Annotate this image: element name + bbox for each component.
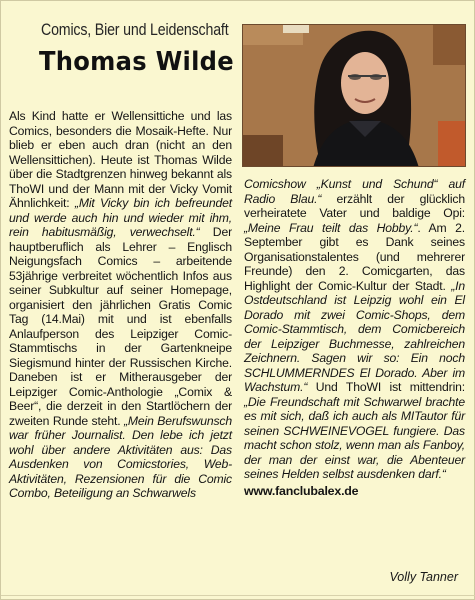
column-text-right bbox=[244, 177, 465, 482]
website-link[interactable]: www.fanclubalex.de bbox=[244, 483, 359, 498]
quote-run: „Mein Berufswunsch war früher Journalist. Den lebe ich jetzt wohl über andere Aktivitäten aus: Das Ausdenken von Comicstories, Web-Aktivitäten, Rezensionen für die Comic Combo, Beteiligung an Schwarwels bbox=[9, 413, 232, 500]
author-signature: Volly Tanner bbox=[389, 570, 458, 584]
text-run: Der hauptberuflich als Lehrer – Englisch Neigungsfach Comics – arbeitende 53jährige verbreitet wöchentlich Infos aus seiner Subkultur auf seiner Homepage, organisiert den jährlichen Gratis Comic Tag (14.Mai) mit und ist ebenfalls Anlaufperson des Leipziger Comic-Stammtischs in der Gartenkneipe Siegismund hinter der Russischen Kirche. Daneben ist er Mitherausgeber der Leipziger Comic-Anthologie „Comix & Beer“, die derzeit in den Startlöchern der zweiten Runde steht. bbox=[9, 225, 232, 428]
bottom-divider bbox=[1, 595, 475, 596]
text-run: . Am 2. September gibt es Dank seines Organisationstalentes (und mehrerer Freunde) den 2. Comicgarten, das Highlight der Comic-Kultur der Stadt. bbox=[244, 220, 465, 293]
portrait-photo bbox=[242, 24, 466, 167]
text-run: Und ThoWI ist mittendrin: bbox=[307, 380, 465, 394]
portrait-illustration bbox=[243, 25, 466, 167]
article-column-right bbox=[244, 177, 465, 498]
quote-run: „Die Freundschaft mit Schwarwel brachte es mit sich, daß ich auch als MITautor für seinen SCHWEINEVOGEL fungiere. Das macht schon stolz, wenn man als Fanboy, der man der einst war, die Abenteuer seines Helden selbst ausdenken darf.“ bbox=[244, 394, 465, 481]
column-text-left bbox=[9, 109, 232, 501]
quote-run: „Mit Vicky bin ich befreundet und werde auch hin und wieder mit ihm, rein habitusmäßig, verwechselt.“ bbox=[9, 196, 232, 239]
article-kicker: Comics, Bier und Leidenschaft bbox=[41, 21, 229, 39]
text-run: erzählt der glücklich verheiratete Vater und baldige Opi: bbox=[244, 191, 465, 220]
article-column-left bbox=[9, 109, 232, 501]
text-run: Als Kind hatte er Wellensittiche und las Comics, besonders die Mosaik-Hefte. Nur blieb er eben auch dran (nicht an den Wellensittichen). Heute ist Thomas Wilde über die Stadtgrenzen hinweg bekannt als ThoWI und der Mann mit der Vicky Vomit Ähnlichkeit: bbox=[9, 109, 232, 210]
quote-run: „Meine Frau teilt das Hobby.“ bbox=[244, 220, 418, 235]
quote-run: Comicshow „Kunst und Schund“ auf Radio Blau.“ bbox=[244, 177, 465, 206]
article-headline: Thomas Wilde bbox=[39, 47, 234, 77]
quote-run: „In Ostdeutschland ist Leipzig wohl ein El Dorado mit zwei Comic-Shops, dem Comic-Stammtisch, dem Comicbereich der Leipziger Buchmesse, zahlreichen Zeichnern. Sagen wir so: Ein noch SCHLUMMERNDES El Dorado. Aber im Wachstum.“ bbox=[244, 278, 465, 394]
